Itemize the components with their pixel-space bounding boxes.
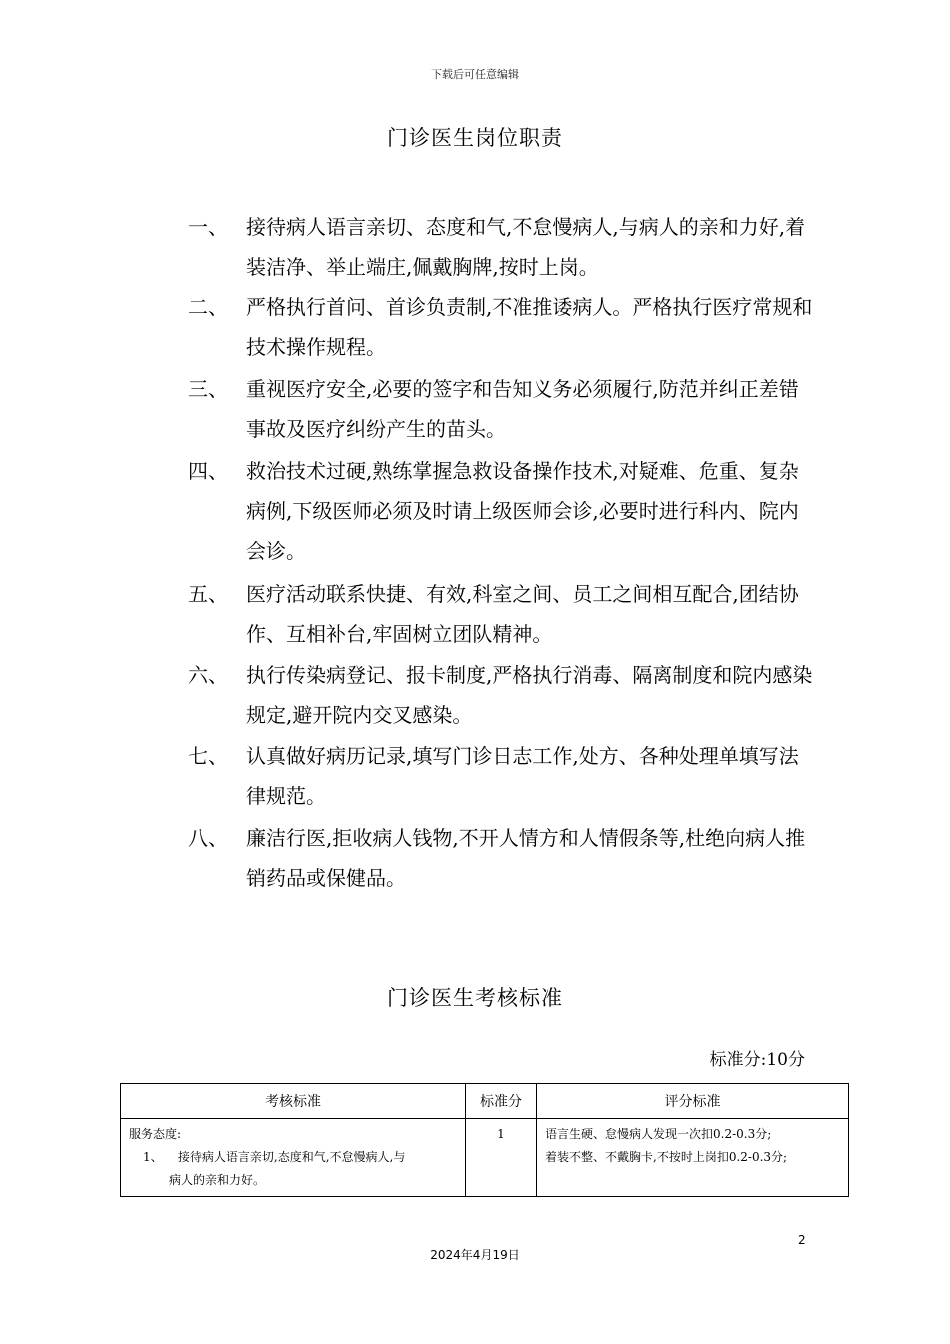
duty-text: 救治技术过硬,熟练掌握急救设备操作技术,对疑难、危重、复杂病例,下级医师必须及时请上级医师会诊,必要时进行科内、院内会诊。 (246, 459, 799, 563)
criteria-cell (121, 1119, 466, 1197)
duty-text: 认真做好病历记录,填写门诊日志工作,处方、各种处理单填写法律规范。 (246, 744, 799, 808)
duty-text: 执行传染病登记、报卡制度,严格执行消毒、隔离制度和院内感染规定,避开院内交叉感染。 (246, 663, 813, 727)
duty-number: 七、 (188, 744, 228, 768)
duty-number: 六、 (188, 663, 228, 687)
duty-item-8 (188, 818, 813, 898)
rating-rule-2: 着装不整、不戴胸卡,不按时上岗扣0.2-0.3分; (545, 1150, 788, 1164)
duty-text: 严格执行首问、首诊负责制,不准推诿病人。严格执行医疗常规和技术操作规程。 (246, 295, 813, 359)
header-note: 下载后可任意编辑 (431, 68, 519, 81)
section-title: 门诊医生考核标准 (387, 986, 563, 1010)
duty-item-2 (188, 287, 813, 367)
duty-item-1 (188, 207, 813, 287)
page-number: 2 (798, 1233, 806, 1247)
duty-item-4 (188, 451, 813, 571)
assessment-table (120, 1083, 849, 1197)
criteria-item-continued: 病人的亲和力好。 (169, 1173, 266, 1187)
score-cell: 1 (466, 1119, 537, 1197)
standard-score: 标准分:10分 (709, 1050, 805, 1070)
duty-number: 二、 (188, 295, 228, 319)
criteria-item-text: 接待病人语言亲切,态度和气,不怠慢病人,与 (177, 1150, 406, 1164)
duty-number: 三、 (188, 377, 228, 401)
criteria-item (129, 1146, 457, 1169)
criteria-item-number: 1、 (143, 1150, 163, 1164)
duty-text: 医疗活动联系快捷、有效,科室之间、员工之间相互配合,团结协作、互相补台,牢固树立团队精神。 (246, 582, 799, 646)
header-criteria: 考核标准 (121, 1084, 466, 1119)
duty-number: 五、 (188, 582, 228, 606)
duty-text: 接待病人语言亲切、态度和气,不怠慢病人,与病人的亲和力好,着装洁净、举止端庄,佩戴胸牌,按时上岗。 (246, 215, 806, 279)
duty-number: 一、 (188, 215, 228, 239)
rating-cell (537, 1119, 849, 1197)
table-row (121, 1119, 849, 1197)
duty-number: 四、 (188, 459, 228, 483)
duty-text: 重视医疗安全,必要的签字和告知义务必须履行,防范并纠正差错事故及医疗纠纷产生的苗头。 (246, 377, 799, 441)
duty-item-3 (188, 369, 813, 449)
duty-number: 八、 (188, 826, 228, 850)
duty-item-7 (188, 736, 813, 816)
table-header-row (121, 1084, 849, 1119)
footer-date: 2024年4月19日 (430, 1248, 520, 1262)
rating-rule-1: 语言生硬、怠慢病人发现一次扣0.2-0.3分; (545, 1127, 772, 1141)
header-rating: 评分标准 (537, 1084, 849, 1119)
page-title: 门诊医生岗位职责 (387, 126, 563, 150)
duty-item-6 (188, 655, 813, 735)
duty-item-5 (188, 574, 813, 654)
duty-text: 廉洁行医,拒收病人钱物,不开人情方和人情假条等,杜绝向病人推销药品或保健品。 (246, 826, 806, 890)
category-label: 服务态度: (129, 1127, 182, 1141)
header-score: 标准分 (466, 1084, 537, 1119)
